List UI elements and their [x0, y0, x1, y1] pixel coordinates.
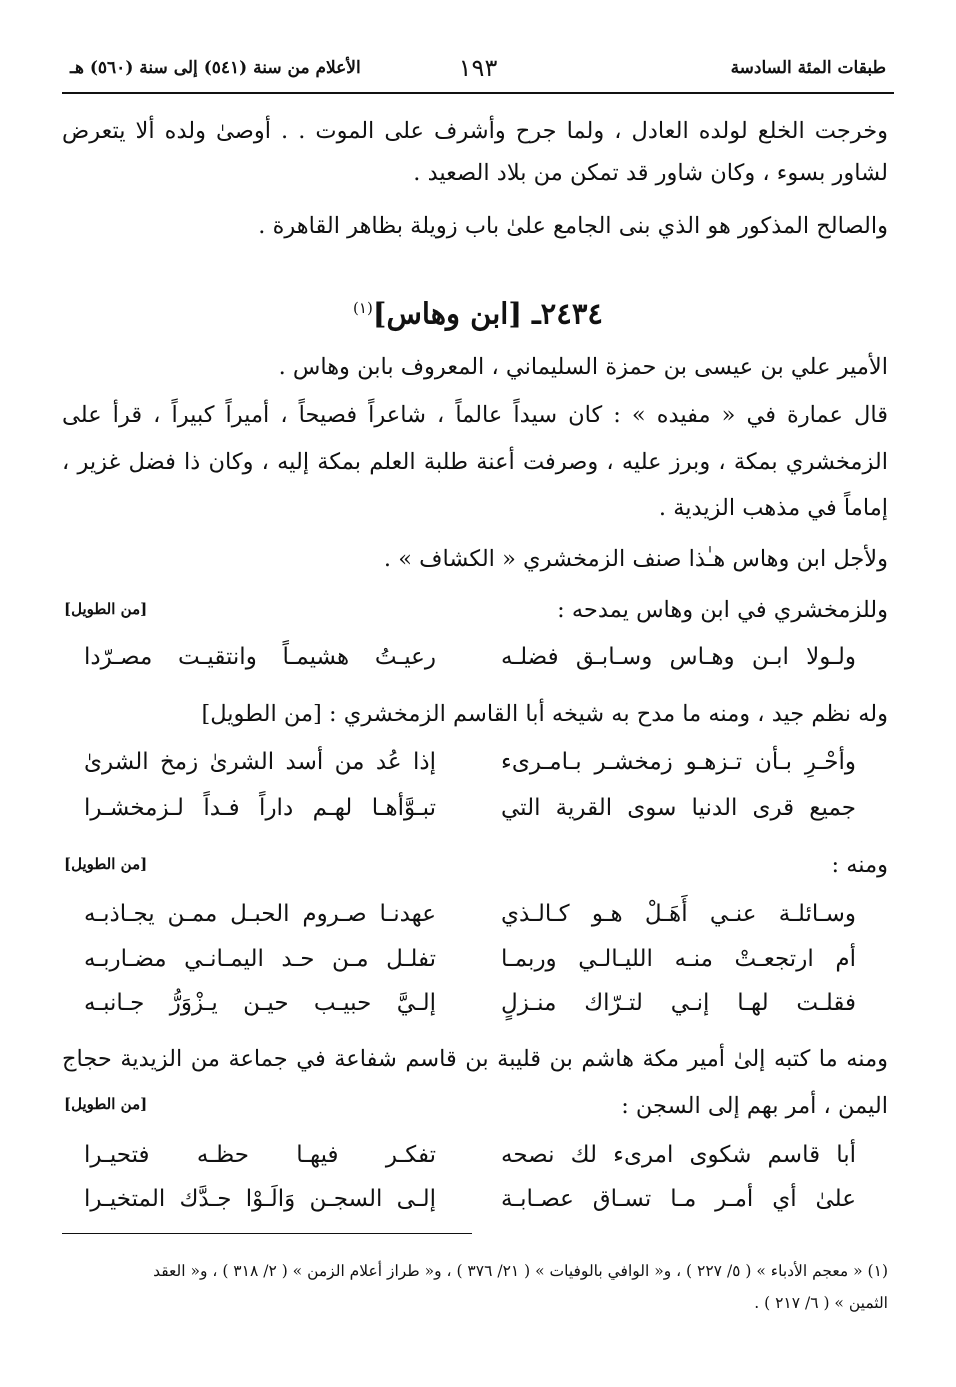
footnote-divider [62, 1233, 472, 1234]
verse-line [0, 742, 956, 782]
footnote-line: الثمين » ( ٦/ ٢١٧ ) . [754, 1294, 888, 1312]
meter-label: [من الطويل] [64, 600, 148, 618]
footnote-line: (١) « معجم الأدباء » ( ٥/ ٢٢٧ ) ، و« الوافي بالوفيات » ( ٢١/ ٣٧٦ ) ، و« طراز أعلام الزمن » ( ٢/ ٣١٨ ) ، و« العقد [153, 1262, 888, 1280]
verse-line [0, 1135, 956, 1175]
verse-first-hemistich: علىٰ أي أمـر مـا تسـاق عصـابـة [501, 1186, 856, 1212]
verse-line [0, 788, 956, 828]
verse-line [0, 939, 956, 979]
verse-line [0, 983, 956, 1023]
verse-first-hemistich: فقلـت لهـا إنـي لتـرّاك منـزلٍ [501, 990, 856, 1016]
verse-first-hemistich: أبا قاسم شكوى امرىء لك نصحه [501, 1142, 856, 1168]
kashshaf-line: ولأجل ابن وهاس هـٰذا صنف الزمخشري « الكشاف » . [383, 546, 888, 572]
quote-line: إماماً في مذهب الزيدية . [658, 495, 888, 521]
verse-line [0, 894, 956, 934]
meter-label: [من الطويل] [64, 1095, 148, 1113]
body-line: لشاور بسوء ، وكان شاور قد تمكن من بلاد الصعيد . [413, 160, 888, 186]
verse-second-hemistich: إلـيَّ حبيـب حيـن يـزْوَرُّ جـانبـه [84, 990, 436, 1016]
poem-intro: ومنه : [831, 852, 888, 878]
poem-intro: ومنه ما كتبه إلىٰ أمير مكة هاشم بن قليبة بن قاسم شفاعة في جماعة من الزيدية حجاج [62, 1046, 888, 1072]
entry-name-line: الأمير علي بن عيسى بن حمزة السليماني ، المعروف بابن وهاس . [278, 354, 888, 380]
verse-first-hemistich: أم ارتجعـتْ منـه الليـالـي وربمـا [501, 946, 856, 972]
verse-first-hemistich: وأحْـرِ بـأن تـزهـو زمخشـر بـامـرىء [501, 749, 856, 775]
page-number: ١٩٣ [458, 54, 498, 82]
verse-second-hemistich: تبـوَّأهـا لهـم داراً فـداً لـزمخشـرا [84, 795, 436, 821]
verse-second-hemistich: تفلـل مـن حـد اليمـانـي مضـاربـه [84, 946, 436, 972]
running-header [62, 54, 894, 92]
verse-second-hemistich: إذا عُد من أسد الشرىٰ زمخ الشرىٰ [84, 749, 436, 775]
poem-intro: اليمن ، أمر بهم إلى السجن : [621, 1093, 888, 1119]
verse-second-hemistich: تفكـر فيهـا حظـه فتحيـرا [84, 1142, 436, 1168]
quote-line: الزمخشري بمكة ، وبرز عليه ، وصرفت أعنة طلبة العلم بمكة إليه ، وكان ذا فضل غزير ، [62, 449, 888, 475]
verse-second-hemistich: رعيـتُ هشيمـاً وانتقيـت مصـرّدا [84, 644, 436, 670]
verse-second-hemistich: عهدنـا صـروم الحبـل ممـن يجـاذبـه [84, 901, 436, 927]
meter-label: [من الطويل] [64, 855, 148, 873]
verse-line [0, 1179, 956, 1219]
footnote-marker: (١) [353, 299, 373, 317]
body-line: والصالح المذكور هو الذي بنى الجامع علىٰ باب زويلة بظاهر القاهرة . [258, 213, 888, 239]
body-line: وخرجت الخلع لولده العادل ، ولما جرح وأشرف على الموت . . أوصىٰ ولده ألا يتعرض [62, 118, 888, 144]
entry-title: ٢٤٣٤ـ [ابن وهاس] [372, 296, 603, 331]
poem-intro: وللزمخشري في ابن وهاس يمدحه : [557, 597, 888, 623]
poem-intro: وله نظم جيد ، ومنه ما مدح به شيخه أبا القاسم الزمخشري : [من الطويل] [201, 701, 888, 727]
verse-line [0, 637, 956, 677]
verse-second-hemistich: إلـى السجـن وَالَـوْا جـدَّك المتخيـرا [84, 1186, 436, 1212]
quote-line: قال عمارة في « مفيده » : كان سيداً عالماً ، شاعراً فصيحاً ، أميراً كبيراً ، قرأ على [62, 402, 888, 428]
header-divider [62, 92, 894, 94]
verse-first-hemistich: وسـائلـة عنـي أَهَـلْ هـو كـالـذي [501, 901, 856, 927]
header-chapter-title: طبقات المئة السادسة [730, 58, 886, 78]
verse-first-hemistich: ولـولا ابـن وهـاس وسـابـق فضلـه [501, 644, 856, 670]
verse-first-hemistich: جميع قرى الدنيا سوى القرية التي [501, 795, 856, 821]
header-date-range: الأعلام من سنة (٥٤١) إلى سنة (٥٦٠) هـ [70, 58, 361, 78]
entry-heading [0, 288, 956, 334]
